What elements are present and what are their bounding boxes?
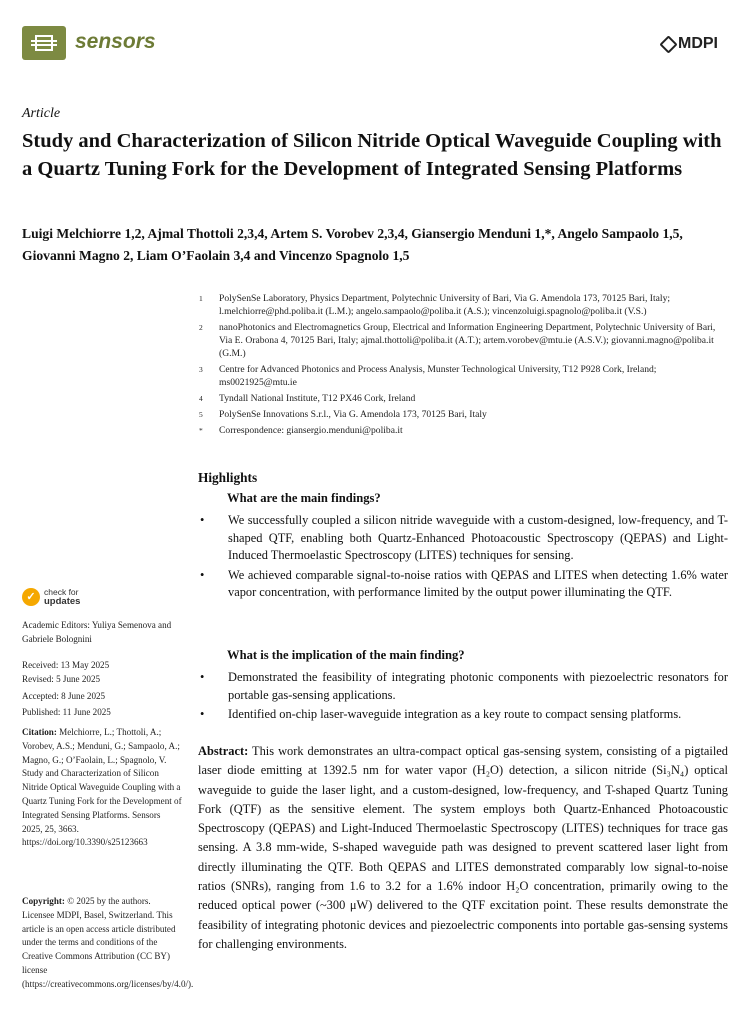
list-item: • Demonstrated the feasibility of integrating photonic components with piezoelectric resonators for portable gas-sensing applications. — [200, 670, 728, 702]
citation — [22, 726, 182, 850]
affiliation-1: 1 PolySenSe Laboratory, Physics Department, Polytechnic University of Bari, Via G. Amendola 173, 70125 Bari, Italy; l.melchiorre@phd.poliba.it (L.M.); angelo.sampaolo@poliba.it (A.S.); vincenzoluigi.spagnolo@poliba.it (V.S.) — [196, 292, 726, 318]
paper-title: Study and Characterization of Silicon Nitride Optical Waveguide Coupling with a Quartz Tuning Fork for the Development of Integrated Sensing Platforms — [22, 130, 722, 180]
correspondence-text: Correspondence: giansergio.menduni@poliba.it — [219, 425, 403, 436]
copyright — [22, 895, 194, 992]
affiliation-text: Tyndall National Institute, T12 PX46 Cork, Ireland — [219, 393, 416, 404]
list-item: • Identified on-chip laser-waveguide integration as a key route to compact sensing platforms. — [200, 707, 682, 721]
accepted-date: Accepted: 8 June 2025 — [22, 691, 106, 701]
implications-list — [198, 669, 728, 726]
list-item: • We successfully coupled a silicon nitride waveguide with a custom-designed, low-frequency, and T-shaped QTF, enabling both Quartz-Enhanced Photoacoustic Spectroscopy (QEPAS) and Light-Induced Thermoelastic Spectroscopy (LITES) techniques for sensing. — [200, 513, 728, 562]
mdpi-mark-icon — [659, 35, 677, 53]
check-updates-icon: ✓ — [22, 588, 40, 606]
citation-text: Melchiorre, L.; Thottoli, A.; Vorobev, A.S.; Menduni, G.; Sampaolo, A.; Magno, G.; O’Faolain, L.; Spagnolo, V. Study and Characterization of Silicon Nitride Optical Waveguide Coupling with a Quartz Tuning Fork for the Development of Integrated Sensing Platforms. Sensors 2025, 25, 3663. https://doi.org/10.3390/s25123663 — [22, 727, 182, 848]
affiliation-text: Centre for Advanced Photonics and Process Analysis, Munster Technological University, T12 P928 Cork, Ireland; ms0021925@mtu.ie — [219, 364, 657, 388]
copyright-label: Copyright: — [22, 896, 65, 906]
published-date: Published: 11 June 2025 — [22, 707, 111, 717]
correspondence: * Correspondence: giansergio.menduni@poliba.it — [199, 425, 403, 436]
journal-name: sensors — [75, 30, 156, 53]
affiliation-4: 4 Tyndall National Institute, T12 PX46 Cork, Ireland — [199, 393, 416, 404]
affiliation-text: nanoPhotonics and Electromagnetics Group, Electrical and Information Engineering Department, Polytechnic University of Bari, Via E. Orabona 4, 70125 Bari, Italy; ajmal.thottoli@poliba.it (A.T.); artem.vorobev@mtu.ie (A.S.V.); giovanni.magno@poliba.it (G.M.) — [219, 322, 716, 359]
abstract-label: Abstract: — [198, 744, 249, 758]
author-list — [22, 223, 732, 267]
authors-line-2 — [22, 245, 732, 267]
journal-logo-icon — [22, 26, 66, 60]
affiliation-2: 2 nanoPhotonics and Electromagnetics Group, Electrical and Information Engineering Department, Polytechnic University of Bari, Via E. Orabona 4, 70125 Bari, Italy; ajmal.thottoli@poliba.it (A.T.); artem.vorobev@mtu.ie (A.S.V.); giovanni.magno@poliba.it (G.M.) — [196, 321, 726, 360]
academic-editors: Academic Editors: Yuliya Semenova and Gabriele Bolognini — [22, 620, 172, 644]
affiliation-text: PolySenSe Innovations S.r.l., Via G. Amendola 173, 70125 Bari, Italy — [219, 409, 487, 420]
revised-date: Revised: 5 June 2025 — [22, 674, 101, 684]
list-item: • We achieved comparable signal-to-noise ratios with QEPAS and LITES when detecting 1.6% water vapor concentration, with performance limited by the output power illuminating the QTF. — [200, 567, 728, 599]
check-updates-line2: updates — [44, 596, 81, 607]
citation-label: Citation: — [22, 727, 57, 737]
abstract-text: This work demonstrates an ultra-compact optical gas-sensing system, consisting of a pigtailed laser diode emitting at 1392.5 nm for water vapor (H₂O) detection, a silicon nitride (Si₃N₄) optical waveguide to guide the laser light, and a custom-designed, low-frequency, and T-shaped Quartz Tuning Fork (QTF) as the sensitive element. The system employs both Quartz-Enhanced Photoacoustic Spectroscopy (QEPAS) and Light-Induced Thermoelastic Spectroscopy (LITES) techniques for trace gas sensing. A 3.8 mm-wide, S-shaped waveguide path was designed to prevent scattered laser light from directly illuminating the QTF. Both QEPAS and LITES demonstrated comparably low signal-to-noise ratios (SNRs), ranging from 1.6 to 3.2 for a 1.6% indoor H₂O concentration, primarily owing to the reduced optical power (~300 μW) delivered to the QTF excitation point. These results demonstrate the feasibility of integrating photonic devices and piezoelectric components into portable gas-sensing systems for challenging environments. — [198, 744, 729, 951]
abstract — [198, 742, 728, 954]
authors-text-2: Giovanni Magno 2, Liam O’Faolain 3,4 and Vincenzo Spagnolo 1,5 — [22, 248, 410, 263]
check-updates-line1: check for — [44, 587, 79, 597]
copyright-text: © 2025 by the authors. Licensee MDPI, Basel, Switzerland. This article is an open access article distributed under the terms and conditions of the Creative Commons Attribution (CC BY) license (https://creativecommons.org/licenses/by/4.0/). — [22, 896, 194, 989]
highlights-heading: Highlights — [198, 470, 258, 485]
affiliation-3: 3 Centre for Advanced Photonics and Process Analysis, Munster Technological University, T12 P928 Cork, Ireland; ms0021925@mtu.ie — [196, 363, 726, 389]
authors-text-1: Luigi Melchiorre 1,2, Ajmal Thottoli 2,3,4, Artem S. Vorobev 2,3,4, Giansergio Menduni 1,*, Angelo Sampaolo 1,5, — [22, 226, 683, 241]
implication-heading: What is the implication of the main finding? — [227, 648, 465, 662]
affiliation-text: PolySenSe Laboratory, Physics Department, Polytechnic University of Bari, Via G. Amendola 173, 70125 Bari, Italy; l.melchiorre@phd.poliba.it (L.M.); angelo.sampaolo@poliba.it (A.S.); vincenzoluigi.spagnolo@poliba.it (V.S.) — [219, 293, 671, 317]
findings-list — [198, 512, 728, 604]
affiliation-5: 5 PolySenSe Innovations S.r.l., Via G. Amendola 173, 70125 Bari, Italy — [199, 409, 487, 420]
article-type: Article — [22, 106, 61, 121]
findings-heading: What are the main findings? — [227, 491, 381, 505]
authors-line-1 — [22, 223, 732, 245]
publisher-name: MDPI — [678, 35, 718, 52]
publisher-logo — [662, 35, 718, 53]
received-date: Received: 13 May 2025 — [22, 660, 110, 670]
check-for-updates-button[interactable] — [22, 588, 80, 606]
affiliations — [196, 292, 726, 440]
